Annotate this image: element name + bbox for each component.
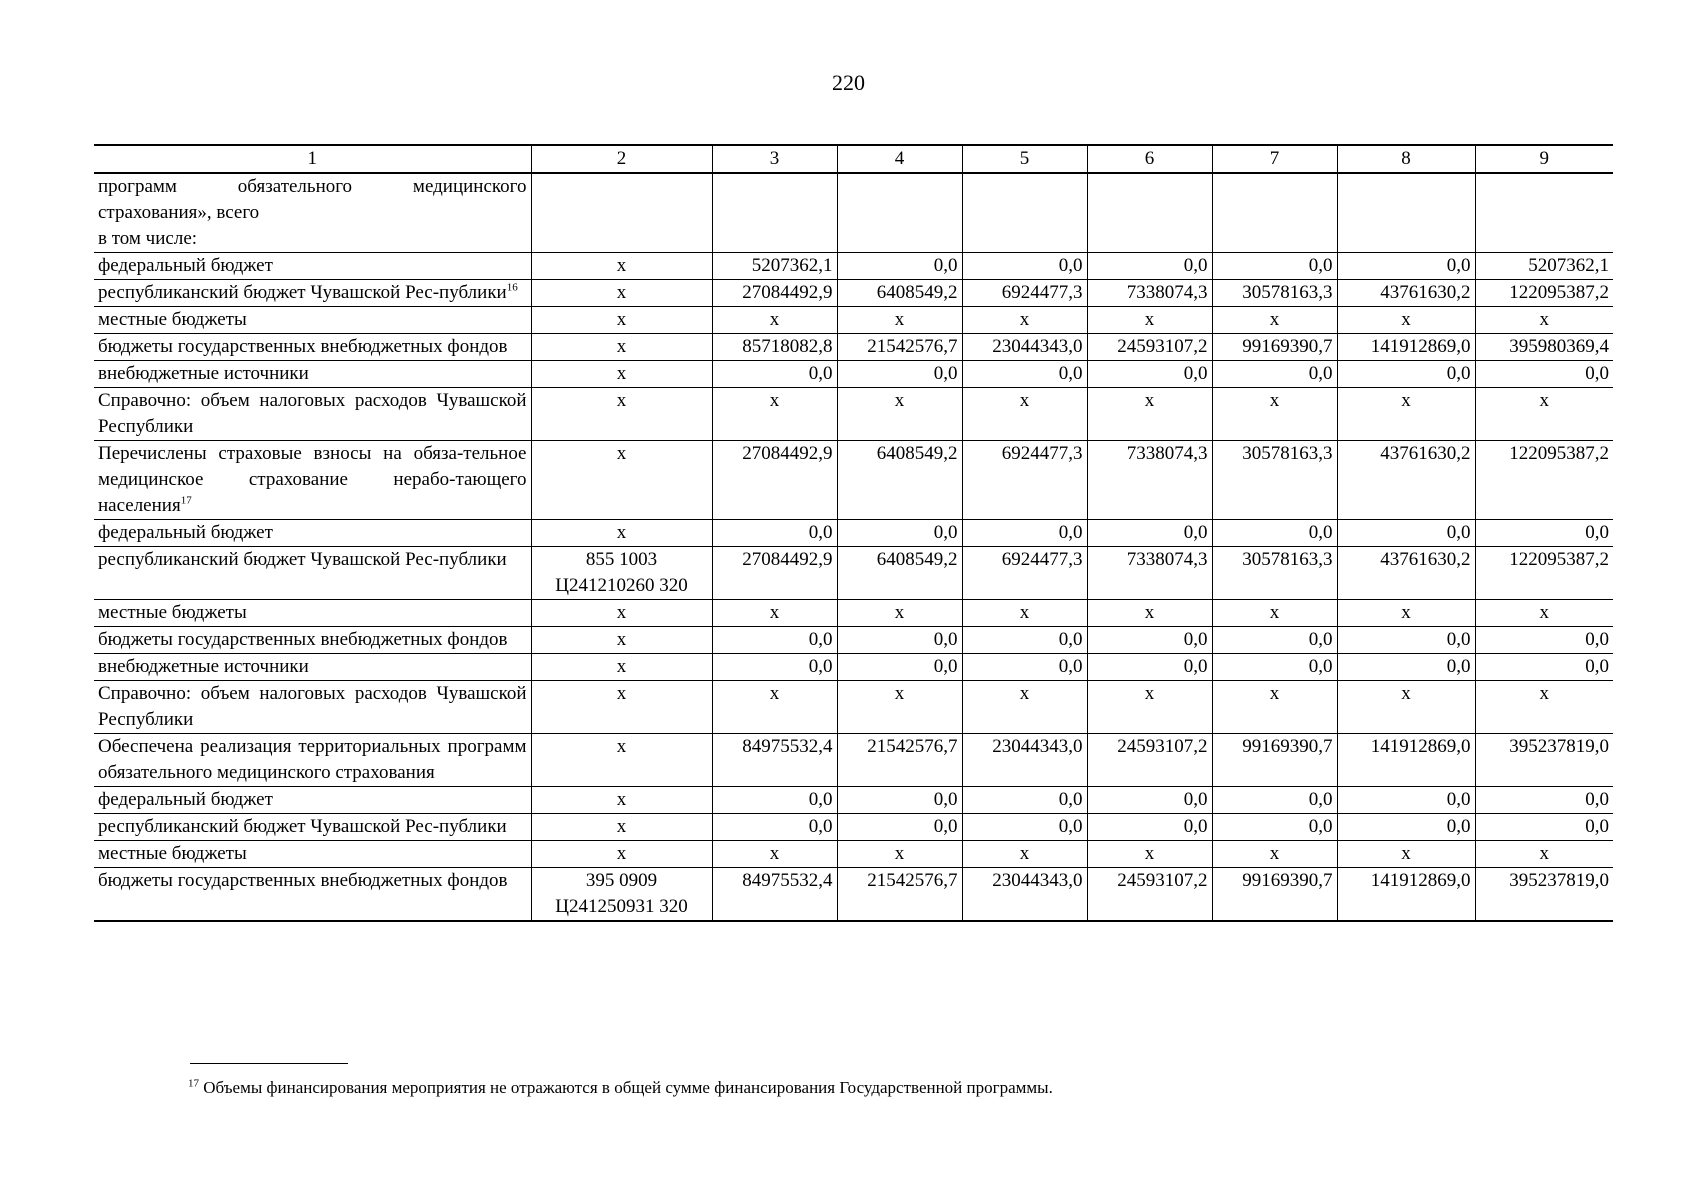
value-cell: 6924477,3 (962, 280, 1087, 307)
value-cell: 23044343,0 (962, 734, 1087, 787)
row-label: федеральный бюджет (94, 787, 531, 814)
budget-code: x (531, 520, 712, 547)
row-label: внебюджетные источники (94, 654, 531, 681)
budget-code: x (531, 388, 712, 441)
row-label: федеральный бюджет (94, 520, 531, 547)
financing-table (94, 144, 1613, 922)
header-cell: 2 (531, 145, 712, 173)
value-cell: 0,0 (1087, 627, 1212, 654)
footnote-ref: 16 (506, 281, 518, 294)
value-cell: 0,0 (1212, 787, 1337, 814)
value-cell: 0,0 (1337, 253, 1475, 280)
value-cell: 0,0 (1475, 627, 1613, 654)
value-cell: 30578163,3 (1212, 547, 1337, 600)
table-row (94, 361, 1613, 388)
value-cell: 84975532,4 (712, 734, 837, 787)
row-label: Перечислены страховые взносы на обяза-тельное медицинское страхование нерабо-тающего населения$^{17}$ (94, 441, 531, 520)
value-cell: x (1087, 307, 1212, 334)
value-cell: 0,0 (1087, 654, 1212, 681)
value-cell: 0,0 (1087, 253, 1212, 280)
budget-code: x (531, 441, 712, 520)
value-cell: 0,0 (712, 520, 837, 547)
value-cell: 0,0 (1087, 814, 1212, 841)
value-cell: x (1087, 681, 1212, 734)
value-cell: x (712, 600, 837, 627)
value-cell: 0,0 (1212, 520, 1337, 547)
page-number: 220 (832, 70, 865, 95)
value-cell: x (1337, 388, 1475, 441)
value-cell: x (1475, 307, 1613, 334)
table-row (94, 868, 1613, 922)
value-cell: 7338074,3 (1087, 441, 1212, 520)
budget-code: x (531, 681, 712, 734)
value-cell: 0,0 (1087, 361, 1212, 388)
value-cell: x (837, 388, 962, 441)
value-cell: 0,0 (962, 361, 1087, 388)
value-cell: 0,0 (1475, 787, 1613, 814)
table-row (94, 734, 1613, 787)
header-cell: 9 (1475, 145, 1613, 173)
value-cell: 30578163,3 (1212, 280, 1337, 307)
table-row (94, 547, 1613, 600)
value-cell: 0,0 (1212, 814, 1337, 841)
value-cell: 24593107,2 (1087, 868, 1212, 922)
value-cell: 85718082,8 (712, 334, 837, 361)
value-cell: x (837, 681, 962, 734)
value-cell: x (1337, 600, 1475, 627)
value-cell: x (1212, 307, 1337, 334)
table-row (94, 627, 1613, 654)
table-row (94, 280, 1613, 307)
budget-code: x (531, 361, 712, 388)
budget-code: x (531, 627, 712, 654)
table-row (94, 253, 1613, 280)
value-cell: 6924477,3 (962, 547, 1087, 600)
budget-code: x (531, 814, 712, 841)
value-cell: x (837, 307, 962, 334)
value-cell: 6924477,3 (962, 441, 1087, 520)
value-cell: 5207362,1 (1475, 253, 1613, 280)
budget-code: x (531, 841, 712, 868)
header-cell: 3 (712, 145, 837, 173)
value-cell: 0,0 (1337, 361, 1475, 388)
row-label: республиканский бюджет Чувашской Рес-публики (94, 547, 531, 600)
value-cell: x (962, 307, 1087, 334)
budget-code: x (531, 307, 712, 334)
value-cell: 27084492,9 (712, 441, 837, 520)
value-cell: x (1475, 681, 1613, 734)
value-cell (1087, 173, 1212, 253)
value-cell: 99169390,7 (1212, 734, 1337, 787)
row-label: Обеспечена реализация территориальных программ обязательного медицинского страхования (94, 734, 531, 787)
value-cell: 0,0 (837, 361, 962, 388)
value-cell: 0,0 (1212, 361, 1337, 388)
table-row (94, 388, 1613, 441)
footnote-text: Объемы финансирования мероприятия не отражаются в общей сумме финансирования Государственной программы. (203, 1078, 1053, 1097)
value-cell: 21542576,7 (837, 334, 962, 361)
value-cell: x (1212, 681, 1337, 734)
value-cell: 0,0 (837, 787, 962, 814)
budget-code: x (531, 253, 712, 280)
value-cell: 0,0 (962, 627, 1087, 654)
row-label: бюджеты государственных внебюджетных фондов (94, 334, 531, 361)
value-cell (712, 173, 837, 253)
budget-code: x (531, 600, 712, 627)
value-cell: 122095387,2 (1475, 441, 1613, 520)
value-cell: x (1212, 388, 1337, 441)
value-cell: x (1337, 681, 1475, 734)
value-cell: 395980369,4 (1475, 334, 1613, 361)
budget-code: x (531, 334, 712, 361)
row-label: федеральный бюджет (94, 253, 531, 280)
value-cell: 0,0 (712, 787, 837, 814)
value-cell: 0,0 (712, 814, 837, 841)
value-cell: 0,0 (837, 627, 962, 654)
value-cell (1212, 173, 1337, 253)
value-cell: 5207362,1 (712, 253, 837, 280)
value-cell: 6408549,2 (837, 280, 962, 307)
footnote (188, 1078, 1053, 1098)
value-cell: 0,0 (962, 520, 1087, 547)
footnote-ref: 17 (180, 494, 192, 507)
value-cell: 0,0 (837, 814, 962, 841)
header-cell: 7 (1212, 145, 1337, 173)
value-cell: 6408549,2 (837, 547, 962, 600)
value-cell: 7338074,3 (1087, 547, 1212, 600)
value-cell: 0,0 (712, 627, 837, 654)
value-cell: 0,0 (1337, 520, 1475, 547)
row-label: республиканский бюджет Чувашской Рес-публики$^{16}$ (94, 280, 531, 307)
header-cell: 8 (1337, 145, 1475, 173)
value-cell: 141912869,0 (1337, 868, 1475, 922)
value-cell (1337, 173, 1475, 253)
value-cell: 24593107,2 (1087, 734, 1212, 787)
table-row (94, 600, 1613, 627)
budget-code: x (531, 654, 712, 681)
header-cell: 5 (962, 145, 1087, 173)
value-cell: 0,0 (1212, 253, 1337, 280)
value-cell: 99169390,7 (1212, 334, 1337, 361)
value-cell: 0,0 (1475, 654, 1613, 681)
header-cell: 1 (94, 145, 531, 173)
table-row (94, 681, 1613, 734)
value-cell: x (962, 841, 1087, 868)
value-cell: x (1337, 307, 1475, 334)
value-cell: x (962, 600, 1087, 627)
budget-code (531, 173, 712, 253)
value-cell: 0,0 (962, 253, 1087, 280)
footnote-mark: 17 (188, 1077, 199, 1090)
value-cell: x (1475, 600, 1613, 627)
value-cell: 6408549,2 (837, 441, 962, 520)
value-cell: 43761630,2 (1337, 547, 1475, 600)
value-cell: 0,0 (1337, 627, 1475, 654)
budget-code: 395 0909 Ц241250931 320 (531, 868, 712, 922)
footnote-separator (190, 1063, 348, 1064)
value-cell: 0,0 (837, 520, 962, 547)
value-cell: 395237819,0 (1475, 734, 1613, 787)
value-cell: 0,0 (1337, 654, 1475, 681)
row-label: Справочно: объем налоговых расходов Чувашской Республики (94, 681, 531, 734)
value-cell: 0,0 (1087, 787, 1212, 814)
row-label: республиканский бюджет Чувашской Рес-публики (94, 814, 531, 841)
value-cell: 395237819,0 (1475, 868, 1613, 922)
value-cell: 23044343,0 (962, 334, 1087, 361)
value-cell: x (712, 388, 837, 441)
value-cell: 0,0 (837, 253, 962, 280)
value-cell: x (962, 681, 1087, 734)
value-cell: x (712, 841, 837, 868)
row-label: местные бюджеты (94, 307, 531, 334)
value-cell: 0,0 (1337, 787, 1475, 814)
value-cell: 43761630,2 (1337, 280, 1475, 307)
value-cell: 0,0 (1475, 361, 1613, 388)
value-cell: 27084492,9 (712, 547, 837, 600)
value-cell: 27084492,9 (712, 280, 837, 307)
value-cell: 0,0 (1087, 520, 1212, 547)
table-row (94, 334, 1613, 361)
table-row (94, 814, 1613, 841)
row-label: местные бюджеты (94, 841, 531, 868)
value-cell: x (1337, 841, 1475, 868)
table-row (94, 173, 1613, 253)
table-row (94, 654, 1613, 681)
row-label: бюджеты государственных внебюджетных фондов (94, 627, 531, 654)
value-cell: 30578163,3 (1212, 441, 1337, 520)
value-cell: x (1475, 388, 1613, 441)
value-cell: 84975532,4 (712, 868, 837, 922)
value-cell: 141912869,0 (1337, 334, 1475, 361)
value-cell (837, 173, 962, 253)
value-cell: x (1212, 600, 1337, 627)
row-label: внебюджетные источники (94, 361, 531, 388)
value-cell: x (1087, 600, 1212, 627)
value-cell: 24593107,2 (1087, 334, 1212, 361)
value-cell: 23044343,0 (962, 868, 1087, 922)
header-row (94, 145, 1613, 173)
value-cell: 122095387,2 (1475, 547, 1613, 600)
value-cell: 0,0 (1337, 814, 1475, 841)
budget-code: 855 1003 Ц241210260 320 (531, 547, 712, 600)
value-cell: x (837, 841, 962, 868)
value-cell: x (1087, 388, 1212, 441)
value-cell: 21542576,7 (837, 734, 962, 787)
value-cell: x (712, 681, 837, 734)
value-cell: x (1212, 841, 1337, 868)
value-cell: 141912869,0 (1337, 734, 1475, 787)
budget-code: x (531, 787, 712, 814)
budget-code: x (531, 280, 712, 307)
table-row (94, 520, 1613, 547)
table-row (94, 307, 1613, 334)
value-cell: 0,0 (1475, 520, 1613, 547)
value-cell: 0,0 (837, 654, 962, 681)
value-cell: 21542576,7 (837, 868, 962, 922)
row-label: бюджеты государственных внебюджетных фондов (94, 868, 531, 922)
value-cell: x (837, 600, 962, 627)
value-cell: 43761630,2 (1337, 441, 1475, 520)
value-cell: 0,0 (1475, 814, 1613, 841)
value-cell: 99169390,7 (1212, 868, 1337, 922)
table-row (94, 841, 1613, 868)
value-cell: 0,0 (962, 654, 1087, 681)
value-cell: x (712, 307, 837, 334)
row-label: Справочно: объем налоговых расходов Чувашской Республики (94, 388, 531, 441)
value-cell: 0,0 (962, 814, 1087, 841)
value-cell: x (962, 388, 1087, 441)
row-label: местные бюджеты (94, 600, 531, 627)
value-cell: 0,0 (1212, 627, 1337, 654)
value-cell (962, 173, 1087, 253)
value-cell: 0,0 (962, 787, 1087, 814)
header-cell: 4 (837, 145, 962, 173)
budget-code: x (531, 734, 712, 787)
value-cell: 0,0 (1212, 654, 1337, 681)
header-cell: 6 (1087, 145, 1212, 173)
value-cell (1475, 173, 1613, 253)
value-cell: x (1087, 841, 1212, 868)
value-cell: x (1475, 841, 1613, 868)
table-row (94, 441, 1613, 520)
value-cell: 0,0 (712, 654, 837, 681)
value-cell: 0,0 (712, 361, 837, 388)
value-cell: 7338074,3 (1087, 280, 1212, 307)
table-row (94, 787, 1613, 814)
value-cell: 122095387,2 (1475, 280, 1613, 307)
row-label: программ обязательного медицинского страхования», всего в том числе: (94, 173, 531, 253)
